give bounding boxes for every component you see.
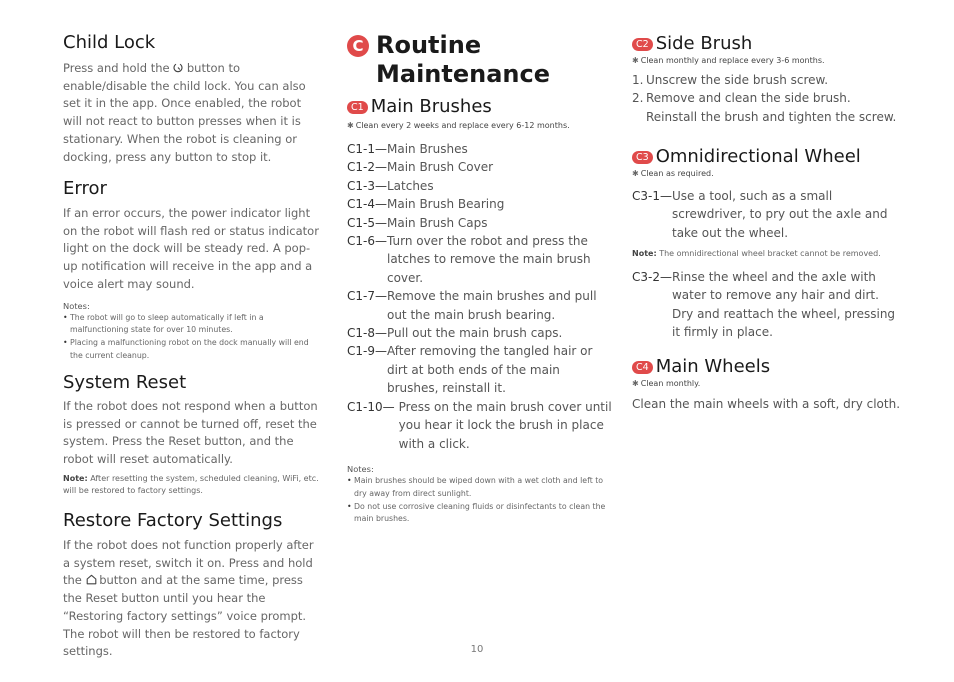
- main-wheels-section: [632, 356, 900, 414]
- factory-reset-section: [63, 510, 321, 661]
- step-item: C1-9— After removing the tangled hair or dirt at both ends of the main brushes, reinstall it.: [347, 344, 593, 396]
- steps-list: [632, 187, 900, 242]
- home-button-icon: [86, 573, 96, 584]
- step-item: C1-10— Press on the main brush cover until you hear it lock the brush in place with a click.: [347, 399, 612, 451]
- section-badge: C1: [347, 101, 368, 114]
- notes-list: [63, 312, 321, 363]
- notes-list: [347, 475, 615, 526]
- chapter-title: Routine Maintenance: [376, 31, 551, 88]
- maintenance-cycle: ✱ Clean monthly.: [632, 379, 701, 388]
- page-number: 10: [470, 644, 484, 655]
- notes-title: Notes:: [63, 300, 90, 311]
- step-item: C1-1— Main Brushes: [347, 142, 468, 156]
- section-title: C1 Main Brushes: [347, 96, 615, 118]
- note: Note: The omnidirectional wheel bracket cannot be removed.: [632, 249, 881, 259]
- section-text: If an error occurs, the power indicator light on the robot will flash red or status indicator light on the dock will be steady red. A pop-up notification will receive in the app and a voice alert may sound.: [63, 206, 319, 291]
- note: Note: After resetting the system, scheduled cleaning, WiFi, etc. will be restored to factory settings.: [63, 473, 319, 496]
- step-item: C1-5— Main Brush Caps: [347, 215, 488, 230]
- section-badge: C4: [632, 361, 653, 374]
- step-item: C1-4— Main Brush Bearing: [347, 197, 505, 212]
- steps-list: [632, 268, 900, 342]
- section-title: C4 Main Wheels: [632, 356, 900, 378]
- step-item: C1-6— Turn over the robot and press the latches to remove the main brush cover.: [347, 234, 591, 285]
- list-item: • Do not use corrosive cleaning fluids or disinfectants to clean the main brushes.: [347, 501, 615, 527]
- step-item: C1-3— Latches: [347, 178, 434, 193]
- step-item: C1-2— Main Brush Cover: [347, 160, 494, 175]
- step-item: 2. Remove and clean the side brush. Reinstall the brush and tighten the screw.: [632, 91, 897, 124]
- error-section: [63, 178, 321, 363]
- section-title: C3 Omnidirectional Wheel: [632, 146, 900, 168]
- chapter-badge: C: [347, 35, 369, 57]
- cycle-icon: ✱: [632, 169, 639, 178]
- section-text: Press and hold the button to enable/disable the child lock. You can also set it in the app. Once enabled, the robot will not react to button presses when it is stationary. When the robot is cleaning or docking, press any button to stop it.: [63, 61, 306, 164]
- steps-list: [347, 140, 615, 453]
- chapter-heading: [347, 31, 615, 89]
- maintenance-cycle: ✱ Clean as required.: [632, 169, 714, 178]
- side-brush-section: [632, 33, 900, 126]
- section-badge: C2: [632, 38, 653, 51]
- steps-list: [632, 71, 900, 126]
- list-item: • Main brushes should be wiped down with a wet cloth and left to dry away from direct sunlight.: [347, 475, 615, 501]
- omni-wheel-section: [632, 146, 900, 341]
- cycle-icon: ✱: [632, 56, 639, 65]
- section-title: C2 Side Brush: [632, 33, 900, 55]
- child-lock-button-icon: [173, 61, 183, 72]
- step-item: C3-2— Rinse the wheel and the axle with water to remove any hair and dirt. Dry and reattach the wheel, pressing it firmly in place.: [632, 269, 896, 340]
- list-item: • The robot will go to sleep automatically if left in a malfunctioning state for over 10 minutes.: [63, 312, 321, 338]
- section-title: Error: [63, 178, 107, 199]
- child-lock-section: [63, 32, 321, 166]
- notes-title: Notes:: [347, 463, 374, 474]
- maintenance-cycle: ✱ Clean every 2 weeks and replace every 6-12 months.: [347, 121, 570, 130]
- maintenance-cycle: ✱ Clean monthly and replace every 3-6 months.: [632, 56, 825, 65]
- section-text: If the robot does not respond when a button is pressed or cannot be turned off, reset the system. Press the Reset button, and the robot will reset automatically.: [63, 399, 318, 467]
- cycle-icon: ✱: [347, 121, 354, 130]
- cycle-icon: ✱: [632, 379, 639, 388]
- section-title: Child Lock: [63, 32, 156, 53]
- step-item: C1-7— Remove the main brushes and pull out the main brush bearing.: [347, 289, 597, 322]
- list-item: • Placing a malfunctioning robot on the dock manually will end the current cleanup.: [63, 337, 321, 363]
- section-badge: C3: [632, 151, 653, 164]
- note-label: Note:: [63, 473, 88, 483]
- main-brushes-section: [347, 96, 615, 526]
- section-text: Clean the main wheels with a soft, dry cloth.: [632, 397, 901, 411]
- section-title: Restore Factory Settings: [63, 510, 283, 531]
- note-label: Note:: [632, 249, 657, 259]
- step-item: 1. Unscrew the side brush screw.: [632, 73, 829, 87]
- step-item: C3-1— Use a tool, such as a small screwdriver, to pry out the axle and take out the wheel.: [632, 189, 888, 240]
- section-title: System Reset: [63, 372, 187, 393]
- step-item: C1-8— Pull out the main brush caps.: [347, 326, 563, 341]
- system-reset-section: [63, 372, 321, 498]
- section-text: If the robot does not function properly after a system reset, switch it on. Press and hold the button and at the same time, press the Reset button until you hear the “Restoring factory settings” voice prompt. The robot will then be restored to factory settings.: [63, 538, 314, 659]
